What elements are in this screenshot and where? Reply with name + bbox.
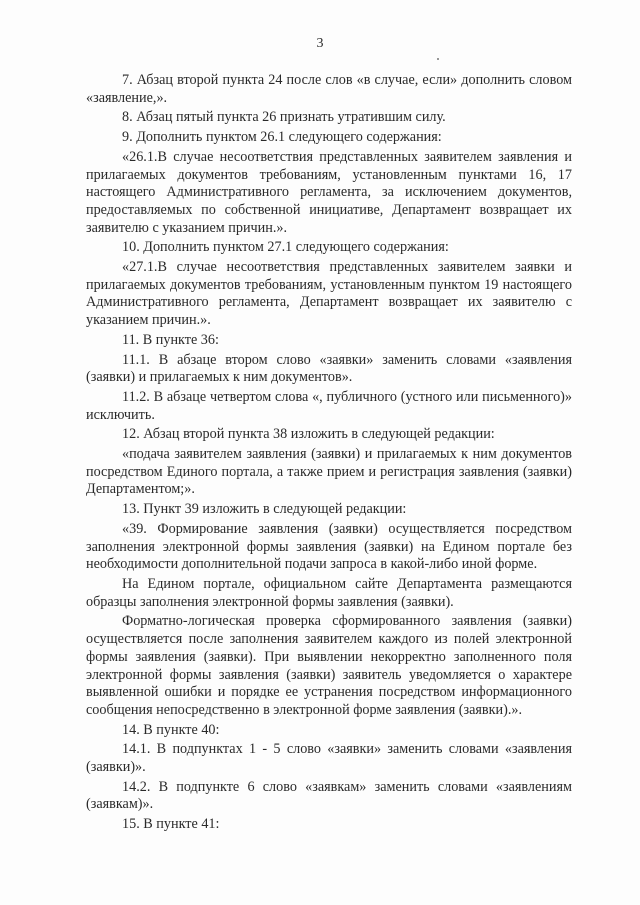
paragraph: 14.2. В подпункте 6 слово «заявкам» заменить словами «заявлениям (заявкам)». [86, 778, 572, 813]
paragraph: «39. Формирование заявления (заявки) осуществляется посредством заполнения электронной формы заявления (заявки) на Едином портале без необходимости дополнительной подачи запроса в какой-либо иной форме. [86, 520, 572, 573]
paragraph: «27.1.В случае несоответствия представленных заявителем заявки и прилагаемых документов требованиям, установленным пунктом 19 настоящего Административного регламента, Департамент возвращает их заявителю с указанием причин.». [86, 259, 572, 329]
paragraph: 8. Абзац пятый пункта 26 признать утратившим силу. [122, 109, 446, 126]
scan-speck [437, 58, 439, 60]
paragraph: 7. Абзац второй пункта 24 после слов «в случае, если» дополнить словом «заявление,». [86, 72, 572, 106]
paragraph: 10. Дополнить пунктом 27.1 следующего содержания: [122, 239, 449, 256]
page-number: 3 [316, 36, 324, 51]
paragraph: 14. В пункте 40: [122, 721, 220, 738]
paragraph: 9. Дополнить пунктом 26.1 следующего содержания: [122, 129, 442, 146]
paragraph: «26.1.В случае несоответствия представленных заявителем заявления и прилагаемых документов требованиям, установленным пунктами 16, 17 настоящего Административного регламента, за исключением документов, предоставляемых по собственной инициативе, Департамент возвращает их заявителю с указанием причин.». [86, 148, 572, 236]
paragraph: 11.2. В абзаце четвертом слова «, публичного (устного или письменного)» исключить. [86, 388, 572, 423]
paragraph: 14.1. В подпунктах 1 - 5 слово «заявки» заменить словами «заявления (заявки)». [86, 741, 572, 776]
paragraph: 15. В пункте 41: [122, 816, 220, 833]
paragraph: 11. В пункте 36: [122, 331, 219, 348]
paragraph: Форматно-логическая проверка сформированного заявления (заявки) осуществляется после заполнения заявителем каждого из полей электронной формы заявления (заявки). При выявлении некорректно заполненного поля электронной формы заявления (заявки) заявитель уведомляется о характере выявленной ошибки и порядке ее устранения посредством информационного сообщения непосредственно в электронной форме заявления (заявки).». [86, 613, 572, 718]
paragraph: 12. Абзац второй пункта 38 изложить в следующей редакции: [122, 426, 495, 443]
paragraph: «подача заявителем заявления (заявки) и прилагаемых к ним документов посредством Единого портала, а также прием и регистрация заявления (заявки) Департаментом;». [86, 446, 572, 498]
document-body [86, 72, 572, 834]
paragraph: 11.1. В абзаце втором слово «заявки» заменить словами «заявления (заявки) и прилагаемых к ним документов». [86, 351, 572, 386]
paragraph: На Едином портале, официальном сайте Департамента размещаются образцы заполнения электронной формы заявления (заявки). [86, 575, 572, 610]
paragraph: 13. Пункт 39 изложить в следующей редакции: [122, 501, 407, 518]
